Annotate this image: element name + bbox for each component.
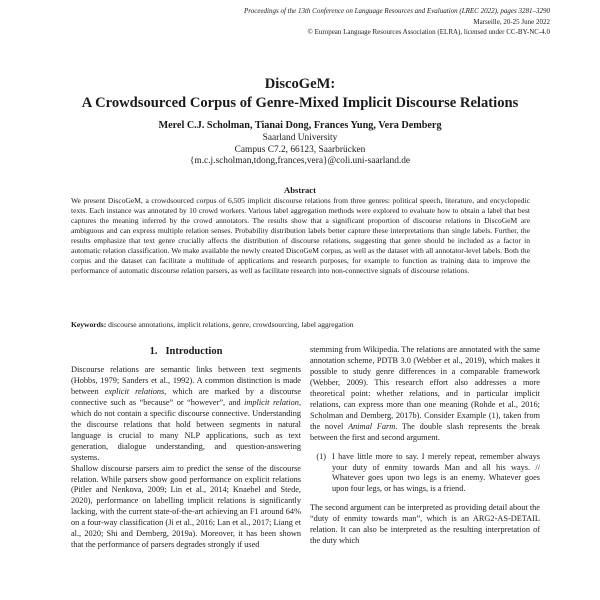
text-run: stemming from Wikipedia. The relations are annotated with the same annotation scheme, PDTB 3.0 (Webber et al., 2019), which makes it possible to study genre differences in a comparable framework (Webber, 2009). This research effort also addresses a more theoretical point: whether relations, and in particular implicit relations, can express more than one meaning (Rohde et al., 2016; Scholman and Demberg, 2017b). Consider Example (1), taken from the novel: [310, 345, 540, 431]
text-run: , which do not contain a specific discourse connective. Understanding the discourse relations that hold between segments in natural language is crucial to many NLP applications, such as text generation, dialogue understanding, and question-answering systems.: [71, 397, 302, 462]
right-paragraph-1: [310, 345, 540, 444]
left-column: [71, 345, 301, 551]
keywords: [71, 320, 530, 330]
text-run: . The double slash represents the break between the first and second argument.: [310, 421, 541, 442]
title-line-2: A Crowdsourced Corpus of Genre-Mixed Implicit Discourse Relations: [81, 94, 519, 111]
example-text: I have little more to say. I merely repeat, remember always your duty of enmity towards Man and all his ways. // Whatever goes upon two legs is an enemy. Whatever goes upon four legs, or has wings, is a friend.: [332, 451, 540, 494]
intro-paragraph-2: Shallow discourse parsers aim to predict the sense of the discourse relation. While parsers show good performance on explicit relations (Pitler and Nenkova, 2009; Lin et al., 2014; Knaebel and Stede, 2020), performance on labelling implicit relations is significantly lacking, with the current state-of-the-art achieving an F1 around 64% on a four-way classification (Ji et al., 2016; Lan et al., 2017; Liang et al., 2020; Shi and Demberg, 2019a). Moreover, it has been shown that the performance of parsers degrades strongly if used: [71, 463, 301, 550]
section-title: Introduction: [165, 346, 223, 357]
abstract-heading: Abstract: [284, 185, 316, 195]
text-run: , which are marked by a discourse connective such as “because” or “however”, and: [71, 386, 302, 407]
title-line-1: DiscoGeM:: [264, 76, 336, 92]
author-names: Merel C.J. Scholman, Tianai Dong, Frances Yung, Vera Demberg: [158, 120, 442, 131]
author-block: [40, 120, 560, 168]
text-run-italic: implicit relation: [244, 397, 299, 407]
section-number: 1.: [149, 346, 158, 357]
keywords-label: Keywords:: [71, 320, 107, 329]
proceedings-location: Marseille, 20-25 June 2022: [473, 17, 550, 26]
right-paragraph-2: The second argument can be interpreted as providing detail about the “duty of enmity towards man”, which is an ARG2-AS-DETAIL relation. It can also be interpreted as the resulting interpretation of the duty which: [310, 503, 540, 546]
proceedings-license: © European Language Resources Association (ELRA), licensed under CC-BY-NC-4.0: [307, 28, 550, 37]
text-run-italic: Animal Farm: [348, 421, 396, 431]
example-number: (1): [316, 451, 326, 461]
affiliation: Saarland University: [262, 132, 338, 143]
paper-title: [40, 75, 560, 112]
proceedings-line: Proceedings of the 13th Conference on Language Resources and Evaluation (LREC 2022), pages 3281–3290: [243, 7, 550, 15]
right-column: [310, 345, 540, 547]
proceedings-header: [130, 6, 550, 38]
text-run: Discourse relations are semantic links between text segments (Hobbs, 1979; Sanders et al., 1992). A common distinction is made between: [71, 365, 301, 396]
intro-paragraph-1: [71, 365, 301, 464]
section-heading: [71, 345, 301, 358]
abstract-text: We present DiscoGeM, a crowdsourced corpus of 6,505 implicit discourse relations from three genres: political speech, literature, and encyclopedic texts. Each instance was annotated by 10 crowd workers. Various label aggregation methods were explored to evaluate how to obtain a label that best captures the meaning inferred by the crowd annotators. The results show that a significant proportion of discourse relations in DiscoGeM are ambiguous and can express multiple relation senses. Probability distribution labels better capture these interpretations than single labels. Further, the results emphasize that text genre crucially affects the distribution of discourse relations, suggesting that genre should be included as a factor in automatic relation classification. We make available the newly created DiscoGeM corpus, as well as the dataset with all annotator-level labels. Both the corpus and the dataset can facilitate a multitude of applications and research purposes, for example to function as training data to improve the performance of automatic discourse relation parsers, as well as facilitate research into non-connective signals of discourse relations.: [71, 196, 530, 276]
emails: {m.c.j.scholman,tdong,frances,vera}@coli.uni-saarland.de: [189, 156, 411, 167]
example-1: [310, 452, 540, 496]
address: Campus C7.2, 66123, Saarbrücken: [234, 144, 366, 155]
keywords-text: discourse annotations, implicit relations, genre, crowdsourcing, label aggregation: [108, 320, 354, 329]
text-run-italic: explicit relations: [104, 386, 165, 396]
